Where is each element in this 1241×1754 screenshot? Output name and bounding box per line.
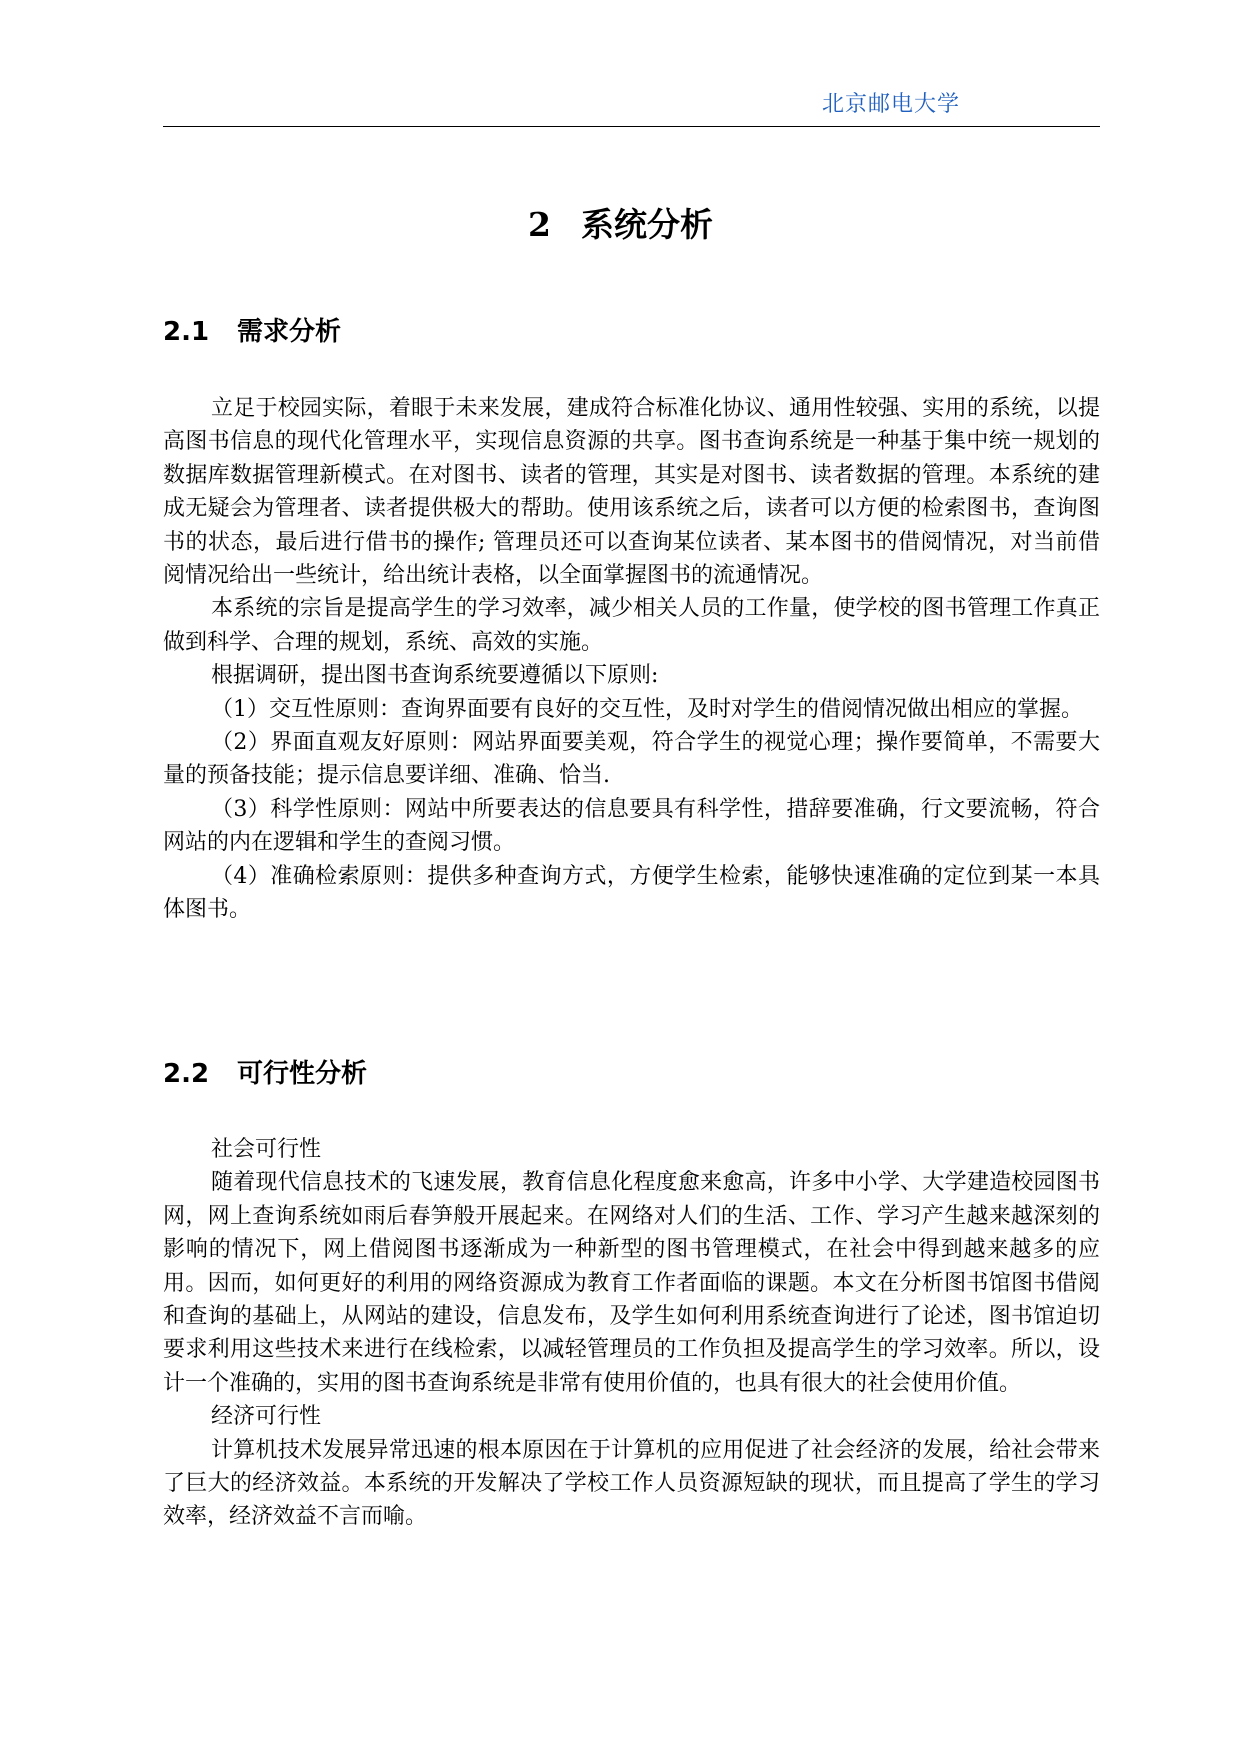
- paragraph: 根据调研，提出图书查询系统要遵循以下原则:: [211, 663, 659, 689]
- paragraph: 计算机技术发展异常迅速的根本原因在于计算机的应用促进了社会经济的发展，给社会带来了巨大的经济效益。本系统的开发解决了学校工作人员资源短缺的现状，而且提高了学生的学习效率，经济效益不言而喻。: [163, 1437, 1100, 1530]
- paragraph: 立足于校园实际，着眼于未来发展，建成符合标准化协议、通用性较强、实用的系统，以提高图书信息的现代化管理水平，实现信息资源的共享。图书查询系统是一种基于集中统一规划的数据库数据管理新模式。在对图书、读者的管理，其实是对图书、读者数据的管理。本系统的建成无疑会为管理者、读者提供极大的帮助。使用该系统之后，读者可以方便的检索图书，查询图书的状态，最后进行借书的操作; 管理员还可以查询某位读者、某本图书的借阅情况，对当前借阅情况给出一些统计，给出统计表格，以全面掌握图书的流通情况。: [163, 396, 1100, 589]
- header-university-name: 北京邮电大学: [821, 92, 960, 117]
- section-2-1-body: [163, 392, 1100, 927]
- chapter-number: 2: [528, 205, 551, 244]
- section-number: 2.1: [163, 317, 210, 347]
- section-heading-2-2: [163, 1057, 367, 1091]
- section-number: 2.2: [163, 1059, 210, 1089]
- subheading: 社会可行性: [211, 1137, 322, 1162]
- paragraph: 随着现代信息技术的飞速发展，教育信息化程度愈来愈高，许多中小学、大学建造校园图书网，网上查询系统如雨后春笋般开展起来。在网络对人们的生活、工作、学习产生越来越深刻的影响的情况下，网上借阅图书逐渐成为一种新型的图书管理模式，在社会中得到越来越多的应用。因而，如何更好的利用的网络资源成为教育工作者面临的课题。本文在分析图书馆图书借阅和查询的基础上，从网站的建设，信息发布，及学生如何利用系统查询进行了论述，图书馆迫切要求利用这些技术来进行在线检索，以减轻管理员的工作负担及提高学生的学习效率。所以，设计一个准确的，实用的图书查询系统是非常有使用价值的，也具有很大的社会使用价值。: [163, 1170, 1100, 1396]
- section-heading-2-1: [163, 315, 341, 349]
- page-header: [163, 92, 1100, 127]
- list-item: （3）科学性原则：网站中所要表达的信息要具有科学性，措辞要准确，行文要流畅，符合网站的内在逻辑和学生的查阅习惯。: [163, 796, 1100, 856]
- subheading: 经济可行性: [211, 1404, 322, 1430]
- chapter-title-text: 系统分析: [580, 205, 713, 244]
- list-item: （2）界面直观友好原则：网站界面要美观，符合学生的视觉心理；操作要简单，不需要大量的预备技能；提示信息要详细、准确、恰当.: [163, 730, 1100, 789]
- paragraph: 本系统的宗旨是提高学生的学习效率，减少相关人员的工作量，使学校的图书管理工作真正做到科学、合理的规划，系统、高效的实施。: [163, 596, 1100, 655]
- list-item: （4）准确检索原则：提供多种查询方式，方便学生检索，能够快速准确的定位到某一本具体图书。: [163, 863, 1100, 923]
- section-title-text: 需求分析: [237, 317, 342, 347]
- section-2-2-body: [163, 1133, 1100, 1534]
- chapter-title: [0, 205, 1241, 245]
- section-title-text: 可行性分析: [237, 1059, 368, 1089]
- list-item: （1）交互性原则：查询界面要有良好的交互性，及时对学生的借阅情况做出相应的掌握。: [211, 696, 1084, 722]
